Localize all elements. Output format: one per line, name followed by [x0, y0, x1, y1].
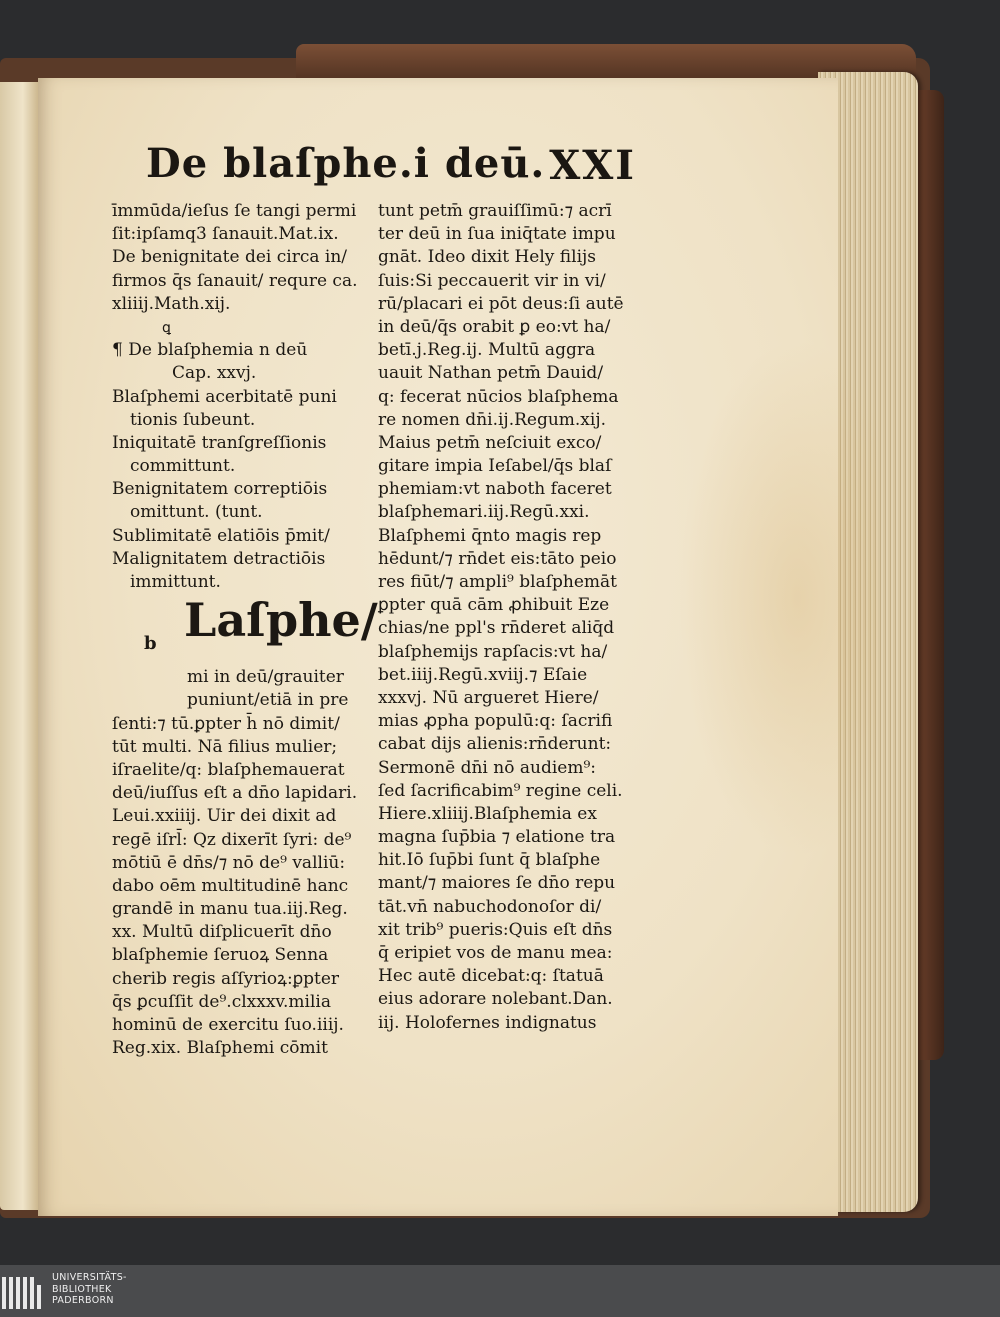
text-line: xx. Multū diſplicuerīt dn̄o — [112, 922, 332, 943]
drop-cap-block — [112, 593, 378, 666]
text-line: regē iſrl̄: Qz dixerīt ſyri: de⁹ — [112, 829, 352, 850]
text-line: xxxvj. Nū argueret Hiere/ — [378, 687, 599, 708]
page-header — [146, 140, 636, 196]
library-logo-text[interactable] — [52, 1272, 127, 1307]
text-line: phemiam:vt naboth faceret — [378, 479, 612, 500]
text-line: hominū de exercitu ſuo.iiij. — [112, 1015, 344, 1035]
left-page-edge — [0, 82, 38, 1210]
library-bars-icon — [2, 1273, 44, 1309]
text-line: iſraelite/q: blaſphemauerat — [112, 759, 345, 780]
text-line: tāt.vn̄ nabuchodonoſor di/ — [378, 896, 602, 917]
text-line: tūt multi. Nā filius mulier; — [112, 736, 338, 757]
text-line: q̄s ꝑcuſſit de⁹.clxxxv.milia — [112, 991, 331, 1012]
text-line: Blaſphemi acerbitatē puni — [112, 386, 337, 407]
logo-line-2: BIBLIOTHEK — [52, 1283, 112, 1295]
text-line: blaſphemijs rapſacis:vt ha/ — [378, 641, 608, 662]
text-line: mōtiū ē dn̄s/⁊ nō de⁹ valliū: — [112, 852, 346, 873]
text-line: ſed ſacrificabim⁹ regine celi. — [378, 780, 623, 801]
text-line: Hiere.xliiij.Blaſphemia ex — [378, 803, 597, 824]
text-line: xit trib⁹ pueris:Quis eſt dn̄s — [378, 919, 613, 940]
text-line: cherib regis aſſyrioꝝ:ꝑpter — [112, 968, 340, 989]
chapter-heading: ¶ De blaſphemia n deū — [112, 340, 308, 361]
text-line: res fiūt/⁊ ampli⁹ blaſphemāt — [378, 572, 617, 592]
text-line: īmmūda/ieſus ſe tangi permi — [112, 201, 357, 221]
text-line: Benignitatem correptiōis — [112, 479, 328, 500]
text-line: committunt. — [130, 456, 236, 477]
chapter-number: Cap. xxvj. — [172, 363, 257, 384]
text-line: hit.Iō ſup̄bi ſunt q̄ blaſphe — [378, 850, 601, 871]
footer-bar — [0, 1265, 1000, 1317]
book-spine — [918, 90, 944, 1060]
text-line: re nomen dn̄i.ij.Regum.xij. — [378, 409, 607, 430]
text-line: chias/ne ppl's rn̄deret aliq̄d — [378, 618, 615, 639]
text-line: Malignitatem detractiōis — [112, 548, 326, 569]
text-line: q: fecerat nūcios blaſphema — [378, 386, 619, 407]
text-line: Leui.xxiiij. Uir dei dixit ad — [112, 806, 337, 827]
text-line: ſenti:⁊ tū.ꝑpter h̄ nō dimit/ — [112, 713, 340, 734]
text-line: Iniquitatē tranſgreſſionis — [112, 432, 327, 453]
text-line: magna ſup̄bia ⁊ elatione tra — [378, 827, 616, 848]
text-line: grandē in manu tua.iij.Reg. — [112, 899, 348, 920]
text-line: hēdunt/⁊ rn̄det eis:tāto peio — [378, 548, 617, 569]
logo-line-3: PADERBORN — [52, 1295, 114, 1306]
text-line: Sermonē dn̄i nō audiem⁹: — [378, 757, 596, 778]
text-line: puniunt/etiā in pre — [187, 690, 349, 711]
text-line: dabo oēm multitudinē hanc — [112, 875, 349, 896]
text-line: iij. Holofernes indignatus — [378, 1012, 597, 1033]
text-line: Blaſphemi q̄nto magis rep — [378, 525, 602, 546]
text-line: De benignitate dei circa in/ — [112, 247, 347, 268]
text-line: gnāt. Ideo dixit Hely filijs — [378, 247, 597, 268]
left-text-column — [112, 200, 378, 1060]
text-line: mias ꝓpha populū:q: ſacrifi — [378, 711, 613, 732]
text-line: cabat dijs alienis:rn̄derunt: — [378, 734, 612, 755]
text-line: gitare impia Ieſabel/q̄s blaſ — [378, 456, 612, 477]
logo-line-1: UNIVERSITÄTS- — [52, 1272, 127, 1283]
section-mark: ꝗ — [162, 319, 171, 336]
text-line: xliiij.Math.xij. — [112, 293, 231, 314]
right-text-column — [378, 200, 638, 1035]
page-stain — [678, 338, 878, 858]
section-mark-line — [112, 316, 367, 339]
text-line: in deū/q̄s orabit ꝑ eo:vt ha/ — [378, 316, 611, 337]
text-line: betī.j.Reg.ij. Multū aggra — [378, 340, 596, 361]
text-line: ꝑpter quā cām ꝓhibuit Eze — [378, 595, 610, 616]
text-line: rū/placari ei pōt deus:ſi autē — [378, 293, 624, 314]
text-line: deū/iuſſus eſt a dn̄o lapidari. — [112, 783, 358, 804]
text-line: firmos q̄s ſanauit/ requre ca. — [112, 270, 358, 291]
text-line: uauit Nathan petm̄ Dauid/ — [378, 363, 604, 384]
text-line: tunt petm̄ grauiſſimū:⁊ acrī — [378, 201, 612, 221]
text-line: eius adorare nolebant.Dan. — [378, 989, 613, 1010]
text-line: ſuis:Si peccauerit vir in vi/ — [378, 270, 606, 291]
text-line: immittunt. — [130, 572, 221, 592]
drop-initial-guide: b — [144, 633, 157, 655]
text-line: bet.iiij.Regū.xviij.⁊ Eſaie — [378, 664, 588, 685]
text-line: blaſphemari.iij.Regū.xxi. — [378, 502, 590, 523]
text-line: ſit:ipſamq3 ſanauit.Mat.ix. — [112, 224, 339, 245]
text-line: Reg.xix. Blaſphemi cōmit — [112, 1038, 328, 1059]
text-line: omittunt. (tunt. — [130, 502, 263, 523]
text-line: mant/⁊ maiores ſe dn̄o repu — [378, 873, 616, 894]
text-line: Hec autē dicebat:q: ſtatuā — [378, 966, 604, 987]
folio-number: XXI — [549, 142, 636, 189]
drop-cap-word: Laſphe/ — [184, 593, 378, 648]
text-line: ter deū in ſua iniq̄tate impu — [378, 224, 616, 245]
text-line: tionis ſubeunt. — [130, 409, 256, 430]
running-head: De blaſphe.i deū. — [146, 140, 546, 187]
text-line: Sublimitatē elatiōis p̄mit/ — [112, 525, 330, 546]
text-line: mi in deū/grauiter — [187, 667, 344, 688]
text-line: blaſphemie ſeruoꝝ Senna — [112, 945, 329, 966]
text-line: Maius petm̄ neſciuit exco/ — [378, 432, 602, 453]
text-line: q̄ eripiet vos de manu mea: — [378, 943, 613, 963]
